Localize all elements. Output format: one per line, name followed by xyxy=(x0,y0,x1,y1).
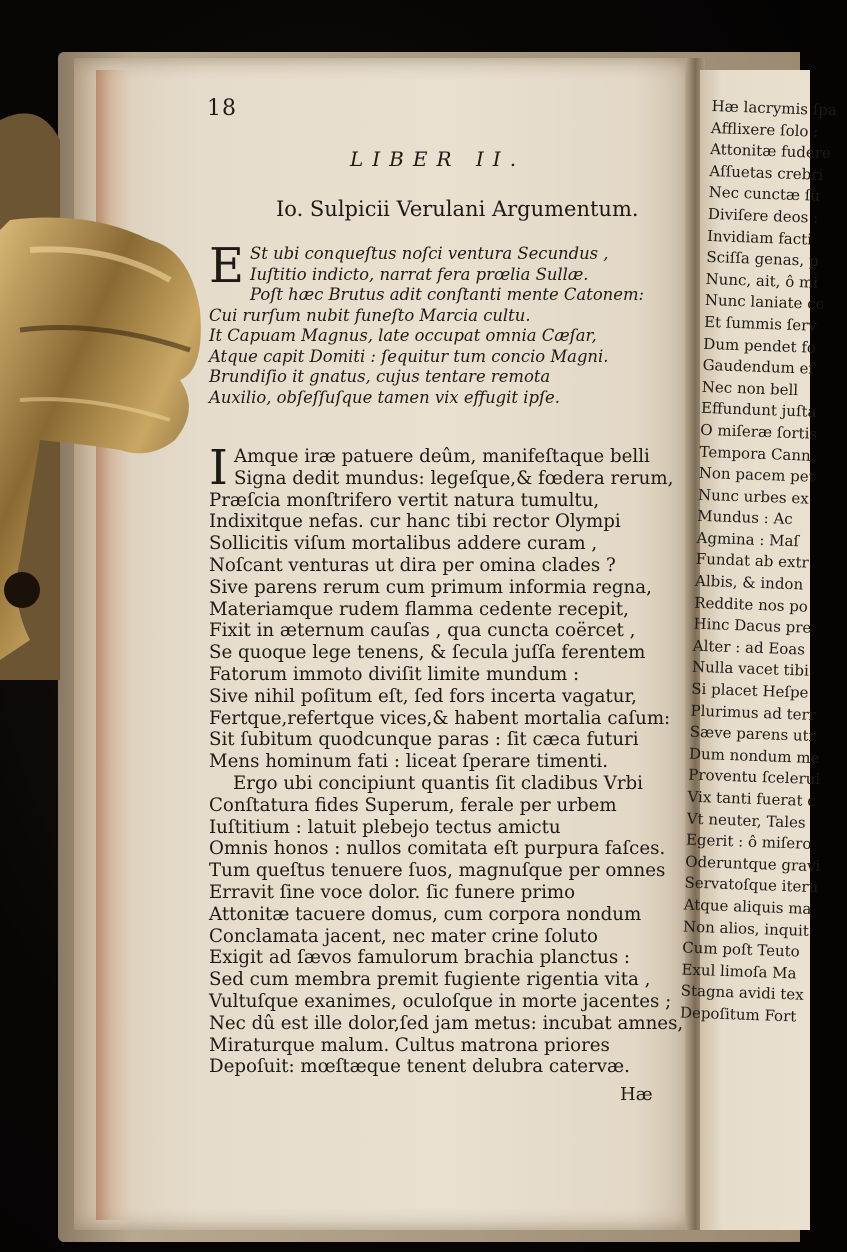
right-line: Cum poſt Teuto xyxy=(681,938,801,961)
poem-line: Miraturque malum. Cultus matrona priores xyxy=(209,1034,610,1056)
right-line: Non pacem pet xyxy=(698,463,815,486)
poem-block xyxy=(209,440,684,1078)
right-line: Sciſſa genas, p xyxy=(706,248,819,270)
right-line: Nunc laniate cc xyxy=(704,291,825,314)
poem-dropcap: I xyxy=(209,440,228,496)
poem-line: Noſcant venturas ut dira per omina clades ? xyxy=(209,554,616,576)
right-line: Proventu ſcelerui xyxy=(687,765,821,789)
right-line: Nec cunctæ ſu xyxy=(708,183,821,206)
poem-line: Conſtatura fides Superum, ferale per urbem xyxy=(209,794,617,816)
right-line: Exul limoſa Ma xyxy=(681,960,797,983)
poem-line: Sive parens rerum cum primum informia regna, xyxy=(209,576,652,598)
right-line: Et ſummis ſerv xyxy=(703,312,818,335)
poem-line: Se quoque lege tenens, & ſecula juſſa ferentem xyxy=(209,642,646,664)
poem-line: Amque iræ patuere deûm, manifeſtaque belli xyxy=(233,446,650,467)
right-line: Effundunt juſta xyxy=(700,399,817,422)
argument-line: Atque capit Domiti : ſequitur tum concio Magni. xyxy=(209,346,609,366)
right-line: Atque aliquis ma xyxy=(683,895,812,918)
right-line: Albis, & indon xyxy=(694,571,804,594)
poem-line: Fatorum immoto diviſit limite mundum : xyxy=(209,663,580,685)
right-line: Depoſitum Fort xyxy=(679,1003,797,1026)
argument-line: It Capuam Magnus, late occupat omnia Cæſar, xyxy=(209,326,597,345)
poem-line: Nec dû est ille dolor,ſed jam metus: incubat amnes, xyxy=(209,1012,684,1034)
poem-line: Sit ſubitum quodcunque paras : ſit cæca futuri xyxy=(209,729,639,751)
right-line: Plurimus ad terr xyxy=(690,701,817,724)
right-line: Nunc, ait, ô mi xyxy=(705,269,819,292)
argument-line: St ubi conqueſtus noſci ventura Secundus , xyxy=(250,244,609,263)
argument-dropcap: E xyxy=(209,238,245,294)
right-line: Aſſuetas crebri xyxy=(709,161,824,184)
poem-line: Vultuſque exanimes, oculoſque in morte jacentes ; xyxy=(209,990,672,1012)
argument-line: Cui rurſum nubit funeſto Marcia cultu. xyxy=(209,305,531,325)
right-line: Reddite nos po xyxy=(694,593,809,616)
argument-line: Iuſtitio indicto, narrat fera prœlia Sullæ. xyxy=(250,264,589,284)
right-line: Fundat ab extr xyxy=(695,550,809,573)
poem-line: Exigit ad ſævos famulorum brachia planctus : xyxy=(209,947,631,969)
right-line: Sæve parens utr xyxy=(689,722,817,746)
argument-line: Poſt hæc Brutus adit conſtanti mente Catonem: xyxy=(250,285,645,304)
right-line: Si placet Heſpe xyxy=(690,679,809,702)
right-line: Mundus : Ac xyxy=(697,507,794,529)
poem-line: Sollicitis viſum mortalibus addere curam , xyxy=(209,533,598,555)
poem-line: Sed cum membra premit fugiente rigentia vita , xyxy=(209,969,651,991)
poem-line: Materiamque rudem flamma cedente recepit, xyxy=(209,598,629,620)
running-head: LIBER II. xyxy=(350,147,526,171)
poem-line: Iuſtitium : latuit plebejo tectus amictu xyxy=(209,816,561,838)
right-line: Dum pendet fo xyxy=(703,334,817,357)
right-line: Egerit : ô miſero xyxy=(685,830,812,854)
brass-clasp-icon xyxy=(0,80,200,700)
poem-line: Fixit in æternum cauſas , qua cuncta coërcet , xyxy=(209,620,636,642)
poem-line: Erravit ſine voce dolor. ſic funere primo xyxy=(209,881,576,903)
right-line: Agmina : Maſ xyxy=(696,528,800,551)
right-line: Nec non bell xyxy=(701,377,799,399)
right-line: O miſeræ ſortis xyxy=(700,420,818,443)
catchword: Hæ xyxy=(620,1084,653,1105)
right-line: Tempora Cann xyxy=(699,442,812,465)
poem-line: Depoſuit: mœſtæque tenent delubra catervæ. xyxy=(209,1056,630,1078)
section-title: Io. Sulpicii Verulani Argumentum. xyxy=(276,197,639,221)
right-line: Nulla vacet tibi xyxy=(691,658,810,681)
poem-line: Tum queſtus tenuere ſuos, magnuſque per omnes xyxy=(209,860,666,882)
poem-line: Ergo ubi concipiunt quantis ſit cladibus Vrbi xyxy=(233,772,643,794)
poem-line: Signa dedit mundus: legeſque,& fœdera rerum, xyxy=(233,467,674,489)
poem-line: Omnis honos : nullos comitata eſt purpura faſces. xyxy=(209,838,666,860)
right-line: Stagna avidi tex xyxy=(680,981,804,1005)
argument-line: Brundiſio it gnatus, cujus tentare remota xyxy=(209,367,551,386)
right-line: Hinc Dacus pre xyxy=(693,614,812,638)
right-line: Nunc urbes ex xyxy=(697,485,810,508)
poem-line: Attonitæ tacuere domus, cum corpora nondum xyxy=(209,903,642,925)
argument-line: Auxilio, obſeſſuſque tamen vix effugit ipſe. xyxy=(209,387,560,407)
right-line: Invidiam facti xyxy=(706,226,813,249)
right-line: Hæ lacrymis ſpa xyxy=(711,96,838,120)
poem-line: Conclamata jacent, nec mater crine ſoluto xyxy=(209,925,598,947)
right-line: Oderuntque gravi xyxy=(684,852,821,876)
right-line: Non alios, inquit xyxy=(682,917,810,940)
argument-block xyxy=(209,238,679,408)
page-number: 18 xyxy=(207,96,237,121)
right-line: Alter : ad Eoas xyxy=(692,636,806,659)
right-line: Afflixere ſolo : xyxy=(710,118,819,141)
right-line: Servatoſque iteru xyxy=(684,873,819,897)
poem-line: Fertque,refertque vices,& habent mortalia caſum: xyxy=(209,707,671,729)
poem-line: Indixitque nefas. cur hanc tibi rector Olympi xyxy=(209,511,621,533)
right-line: Diviſere deos : xyxy=(707,204,819,227)
poem-line: Præſcia monſtrifero vertit natura tumultu, xyxy=(209,489,600,511)
right-line: Vt neuter, Tales xyxy=(686,809,806,832)
right-line: Attonitæ fudere xyxy=(709,140,832,163)
right-line: Gaudendum eſ xyxy=(702,355,815,378)
right-line: Vix tanti fuerat c xyxy=(687,787,816,811)
poem-line: Sive nihil poſitum eſt, ſed fors incerta vagatur, xyxy=(209,685,637,707)
right-line: Dum nondum me xyxy=(688,744,820,767)
poem-line: Mens hominum fati : liceat ſperare timenti. xyxy=(209,751,608,773)
